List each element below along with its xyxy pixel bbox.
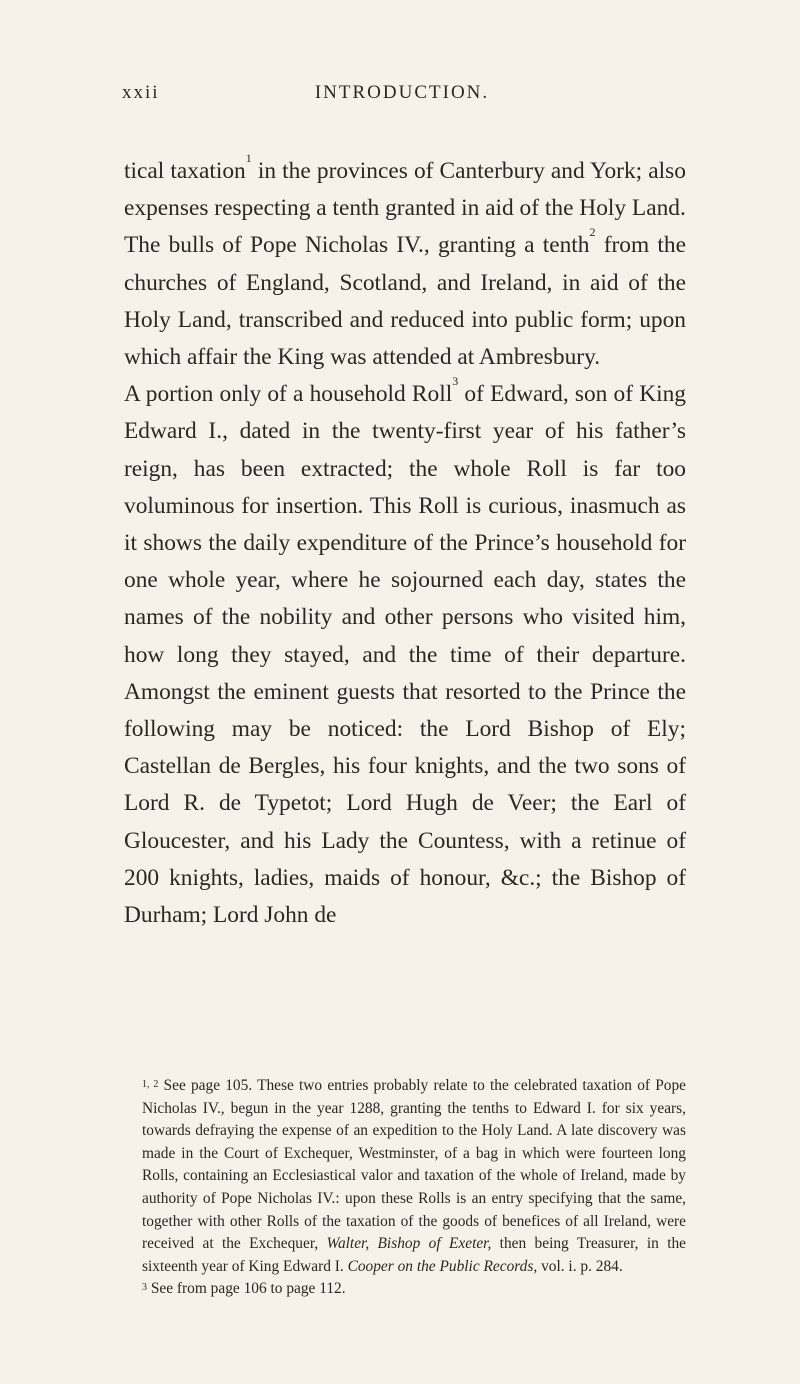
footnote-3 bbox=[124, 1278, 686, 1301]
footnote-italic: Cooper on the Public Records, bbox=[347, 1257, 538, 1275]
footnote-text: then being Treasurer, in the sixteenth year of King Edward I. bbox=[142, 1235, 686, 1275]
footnote-text: vol. i. p. 284. bbox=[537, 1257, 623, 1275]
running-title: INTRODUCTION. bbox=[314, 82, 490, 103]
footnote-ref-3: 3 bbox=[452, 374, 459, 389]
page-number: xxii bbox=[122, 82, 160, 103]
text-run: from the churches of England, Scotland, and Ireland, in aid of the Holy Land, transcribed and reduced into public form; upon which affair the King was attended at Ambresbury. bbox=[124, 232, 686, 371]
paragraph-2 bbox=[124, 227, 686, 376]
footnote-mark: 3 bbox=[142, 1282, 147, 1294]
footnote-1-2 bbox=[124, 1075, 686, 1278]
text-run: tical taxation bbox=[124, 158, 246, 184]
footnote-ref-2: 2 bbox=[589, 225, 596, 240]
footnote-mark: 1, 2 bbox=[142, 1079, 159, 1090]
footnote-italic: Walter, Bishop of Exeter, bbox=[326, 1235, 492, 1253]
text-run: The bulls of Pope Nicholas IV., granting a tenth bbox=[124, 232, 590, 259]
footnote-text: See page 105. These two entries probably relate to the celebrated taxation of Pope Nicholas IV., begun in the year 1288, granting the tenths to Edward I. for six years, towards defraying the expense of an expedition to the Holy Land. A late discovery was made in the Court of Exchequer, Westminster, of a bag in which were fourteen long Rolls, containing an Ecclesiastical valor and taxation of the whole of Ireland, made by authority of Pope Nicholas IV.: upon these Rolls is an entry specifying that the same, together with other Rolls of the taxation of the goods of benefices of all Ireland, were received at the Exchequer, bbox=[142, 1077, 686, 1253]
footnotes bbox=[124, 1075, 686, 1301]
text-run: of Edward, son of King Edward I., dated in the twenty-first year of his father’s reign, has been extracted; the whole Roll is far too voluminous for insertion. This Roll is curious, inasmuch as it shows the daily expenditure of the Prince’s household for one whole year, where he sojourned each day, states the names of the nobility and other persons who visited him, how long they stayed, and the time of their departure. Amongst the eminent guests that resorted to the Prince the following may be noticed: the Lord Bishop of Ely; Castellan de Bergles, his four knights, and the two sons of Lord R. de Typetot; Lord Hugh de Veer; the Earl of Gloucester, and his Lady the Countess, with a retinue of 200 knights, ladies, maids of honour, &c.; the Bishop of Durham; Lord John de bbox=[124, 381, 687, 929]
text-run: in the provinces of Canterbury and York; also expenses respecting a tenth granted in aid of the Holy Land. bbox=[124, 158, 686, 222]
paragraph-3 bbox=[124, 376, 686, 934]
footnote-text: See from page 106 to page 112. bbox=[147, 1280, 346, 1298]
footnote-ref-1: 1 bbox=[245, 151, 252, 165]
text-run: A portion only of a household Roll bbox=[124, 381, 453, 408]
main-text bbox=[124, 153, 686, 934]
running-head bbox=[122, 82, 682, 106]
paragraph-1 bbox=[124, 153, 686, 227]
